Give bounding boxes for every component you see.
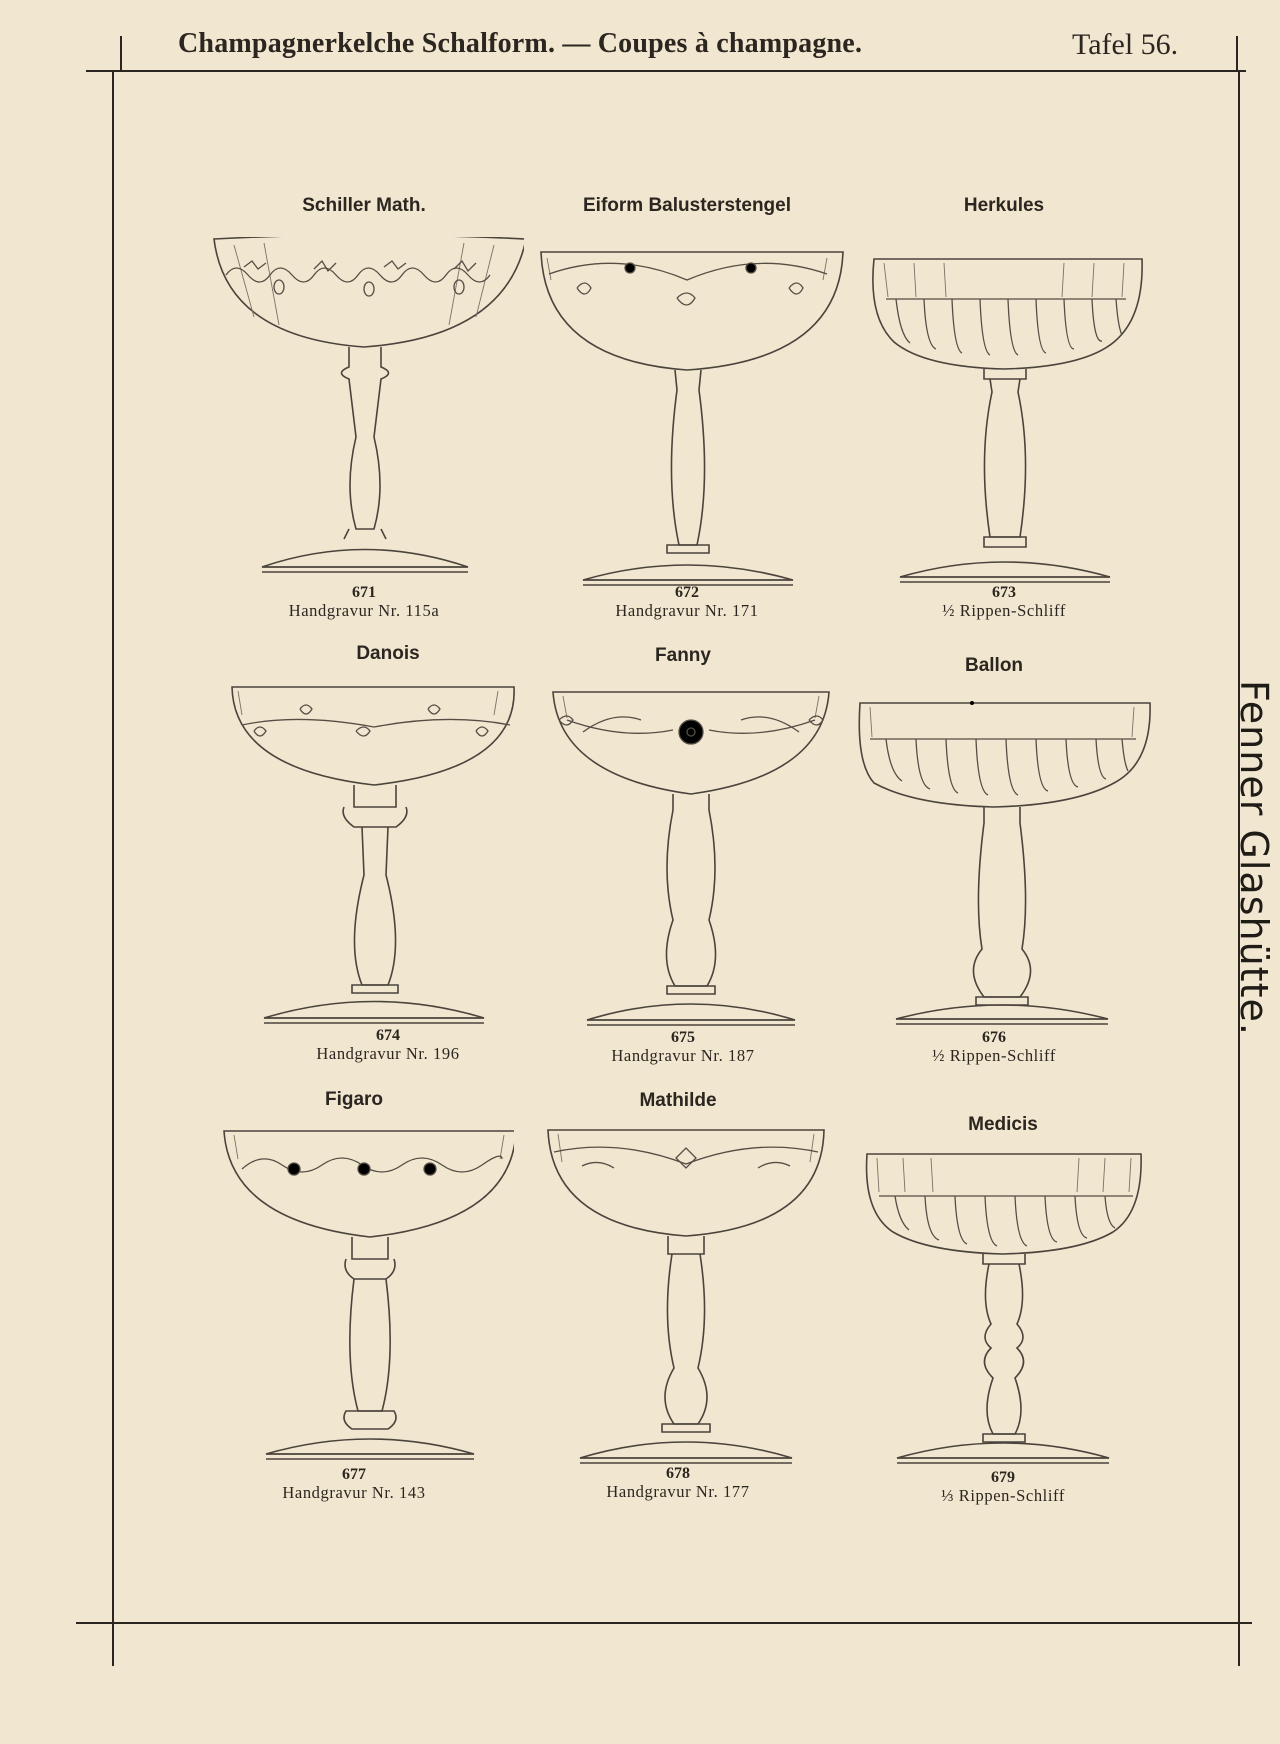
catalog-item-675 bbox=[523, 645, 843, 1075]
glass-drawing-674 bbox=[228, 685, 528, 1030]
catalog-item-676 bbox=[834, 655, 1154, 1085]
item-description: Handgravur Nr. 187 bbox=[611, 1046, 755, 1065]
plate-number: Tafel 56. bbox=[1072, 28, 1179, 61]
publisher-imprint: Fenner Glashütte. bbox=[1232, 680, 1276, 1036]
glass-drawing-679 bbox=[843, 1152, 1163, 1497]
item-description: Handgravur Nr. 143 bbox=[282, 1483, 426, 1502]
catalog-item-679 bbox=[843, 1114, 1163, 1544]
catalog-item-678 bbox=[518, 1090, 838, 1520]
item-number: 677 bbox=[342, 1466, 366, 1483]
item-name: Herkules bbox=[963, 195, 1045, 216]
item-name: Schiller Math. bbox=[302, 195, 426, 216]
item-name: Mathilde bbox=[639, 1090, 717, 1111]
item-description: ½ Rippen-Schliff bbox=[932, 1046, 1056, 1065]
catalog-item-674 bbox=[228, 643, 548, 1073]
item-number: 678 bbox=[666, 1465, 690, 1482]
item-number: 676 bbox=[982, 1029, 1006, 1046]
footer-left-tick bbox=[112, 1622, 114, 1666]
item-number: 672 bbox=[675, 584, 699, 601]
page-title: Champagnerkelche Schalform. — Coupes à champagne. bbox=[178, 28, 863, 59]
footer-right-tick bbox=[1238, 1622, 1240, 1666]
header-left-tick bbox=[120, 36, 122, 70]
header-right-tick bbox=[1236, 36, 1238, 70]
footer-rule bbox=[76, 1622, 1252, 1624]
item-description: Handgravur Nr. 115a bbox=[288, 601, 440, 620]
item-description: ½ Rippen-Schliff bbox=[942, 601, 1066, 620]
item-description: Handgravur Nr. 177 bbox=[606, 1482, 750, 1501]
catalog-item-671 bbox=[204, 195, 524, 625]
item-number: 671 bbox=[352, 584, 376, 601]
glass-drawing-671 bbox=[204, 237, 524, 582]
catalog-item-673 bbox=[844, 195, 1164, 625]
item-description: Handgravur Nr. 196 bbox=[316, 1044, 460, 1063]
item-name: Figaro bbox=[324, 1089, 384, 1110]
glass-drawing-673 bbox=[844, 257, 1164, 602]
catalog-item-672 bbox=[527, 195, 847, 625]
item-description: Handgravur Nr. 171 bbox=[615, 601, 759, 620]
item-number: 673 bbox=[992, 584, 1016, 601]
item-description: ⅓ Rippen-Schliff bbox=[941, 1486, 1065, 1505]
glass-drawing-677 bbox=[194, 1129, 514, 1474]
glass-drawing-676 bbox=[834, 701, 1154, 1046]
header-rule bbox=[86, 70, 1246, 72]
item-name: Ballon bbox=[964, 655, 1024, 676]
glass-drawing-672 bbox=[527, 250, 847, 600]
frame-left bbox=[112, 72, 114, 1624]
glass-drawing-678 bbox=[518, 1128, 838, 1473]
item-number: 674 bbox=[376, 1027, 400, 1044]
glass-drawing-675 bbox=[523, 690, 843, 1035]
item-name: Eiform Balusterstengel bbox=[583, 195, 791, 216]
item-name: Medicis bbox=[968, 1114, 1038, 1135]
item-number: 675 bbox=[671, 1029, 695, 1046]
item-name: Danois bbox=[356, 643, 420, 664]
catalog-item-677 bbox=[194, 1089, 514, 1519]
item-number: 679 bbox=[991, 1469, 1015, 1486]
item-name: Fanny bbox=[655, 645, 711, 666]
